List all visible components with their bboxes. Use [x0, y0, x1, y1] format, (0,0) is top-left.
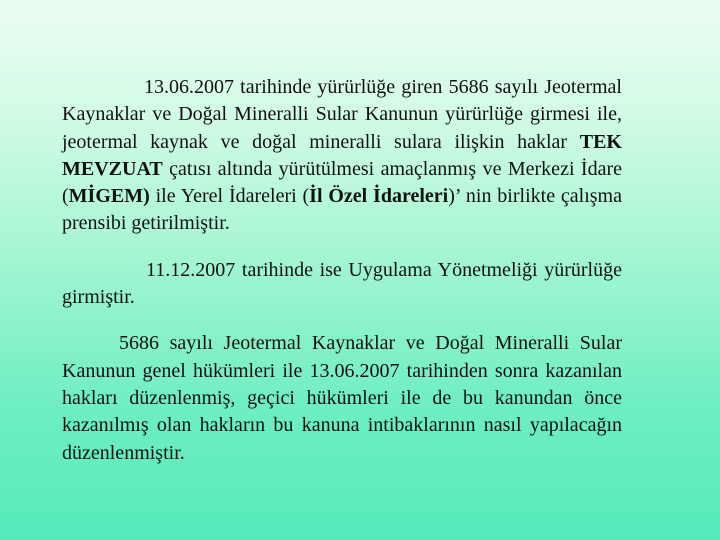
- text-segment: ile Yerel İdareleri (: [149, 185, 310, 208]
- paragraph-law-5686: [62, 74, 622, 238]
- text-segment: )’ nin birlikte çalışma prensibi getirilmiştir.: [62, 185, 622, 235]
- paragraph-provisions: [62, 330, 622, 466]
- text-segment: 5686 sayılı Jeotermal Kaynaklar ve Doğal Mineralli Sular Kanunun genel hükümleri ile 13.06.2007 tarihinden sonra kazanılan hakları düzenlenmiş, geçici hükümleri ile de bu kanundan önce kazanılmış olan hakların bu kanuna intibaklarının nasıl yapılacağın düzenlenmiştir.: [62, 332, 622, 464]
- text-segment: 13.06.2007 tarihinde yürürlüğe giren 5686 sayılı Jeotermal Kaynaklar ve Doğal Mineralli Sular Kanunun yürürlüğe girmesi ile, jeotermal kaynak ve doğal mineralli sulara ilişkin haklar: [62, 76, 622, 153]
- text-segment-bold: MİGEM): [68, 185, 150, 208]
- text-segment: çatısı altında yürütülmesi amaçlanmış ve Merkezi İdare (: [62, 157, 622, 208]
- paragraph-regulation: [62, 257, 622, 312]
- text-segment-bold: TEK MEVZUAT: [62, 130, 622, 180]
- text-segment: 11.12.2007 tarihinde ise Uygulama Yönetmeliği yürürlüğe girmiştir.: [62, 258, 622, 309]
- text-segment-bold: İl Özel İdareleri: [309, 185, 449, 208]
- slide-body: [62, 74, 622, 467]
